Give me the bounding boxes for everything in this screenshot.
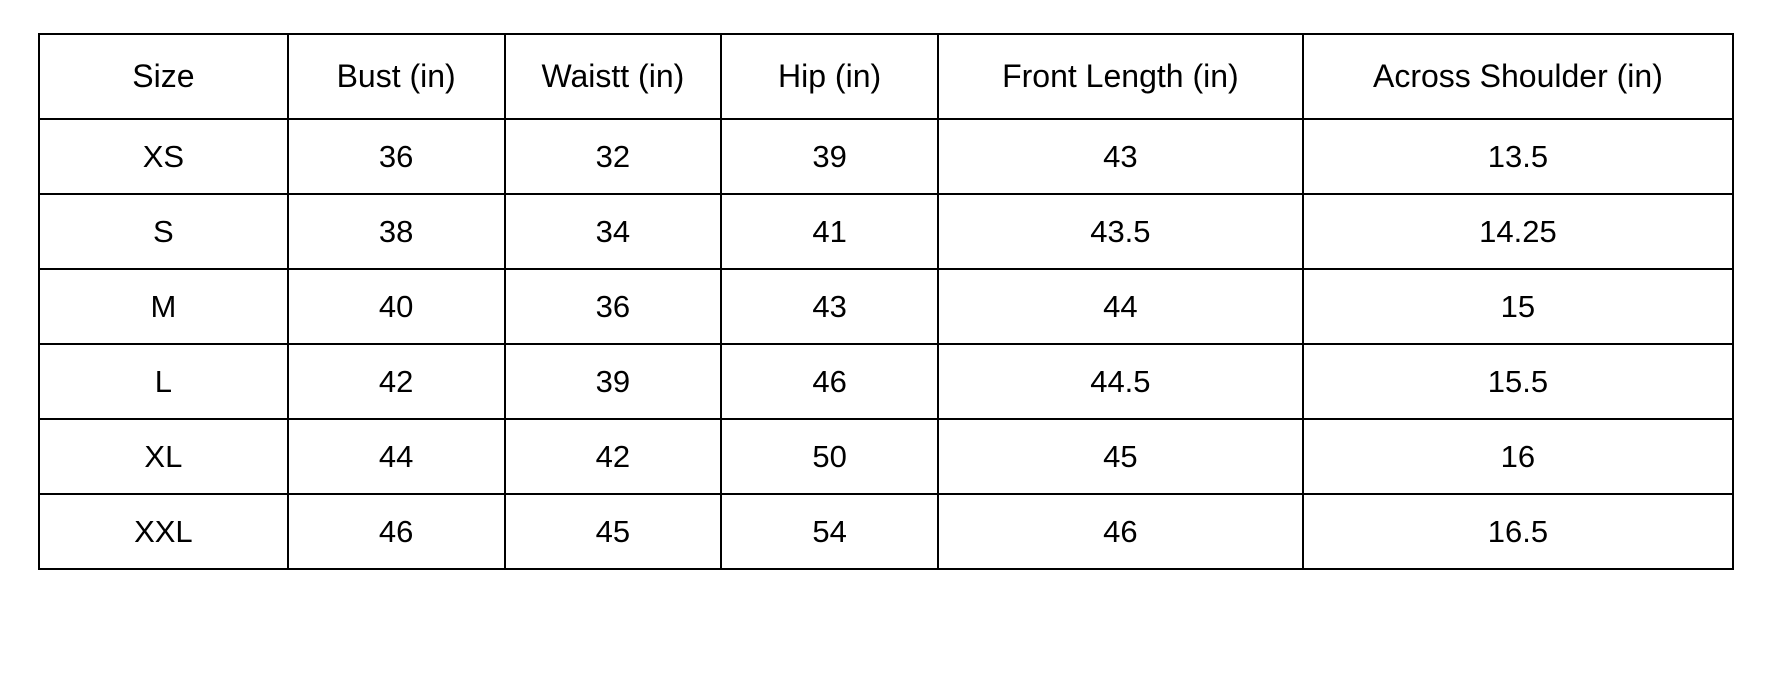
cell-waist: 42 — [505, 419, 722, 494]
cell-bust: 40 — [288, 269, 505, 344]
cell-hip: 54 — [721, 494, 938, 569]
cell-front-length: 45 — [938, 419, 1303, 494]
cell-front-length: 44.5 — [938, 344, 1303, 419]
column-header-front-length: Front Length (in) — [938, 34, 1303, 119]
table-header-row — [39, 34, 1733, 119]
column-header-across-shoulder: Across Shoulder (in) — [1303, 34, 1733, 119]
column-header-hip: Hip (in) — [721, 34, 938, 119]
cell-waist: 39 — [505, 344, 722, 419]
column-header-waist: Waistt (in) — [505, 34, 722, 119]
cell-size: L — [39, 344, 288, 419]
cell-across-shoulder: 16.5 — [1303, 494, 1733, 569]
cell-front-length: 43.5 — [938, 194, 1303, 269]
cell-waist: 32 — [505, 119, 722, 194]
cell-front-length: 43 — [938, 119, 1303, 194]
cell-size: XXL — [39, 494, 288, 569]
cell-front-length: 46 — [938, 494, 1303, 569]
cell-size: M — [39, 269, 288, 344]
cell-size: S — [39, 194, 288, 269]
cell-hip: 50 — [721, 419, 938, 494]
cell-front-length: 44 — [938, 269, 1303, 344]
cell-across-shoulder: 15.5 — [1303, 344, 1733, 419]
cell-size: XL — [39, 419, 288, 494]
size-chart-table — [38, 33, 1734, 570]
table-row — [39, 494, 1733, 569]
table-row — [39, 119, 1733, 194]
cell-bust: 36 — [288, 119, 505, 194]
cell-across-shoulder: 14.25 — [1303, 194, 1733, 269]
cell-hip: 41 — [721, 194, 938, 269]
cell-bust: 42 — [288, 344, 505, 419]
cell-hip: 39 — [721, 119, 938, 194]
column-header-size: Size — [39, 34, 288, 119]
cell-across-shoulder: 16 — [1303, 419, 1733, 494]
size-chart-wrapper — [38, 33, 1734, 570]
cell-across-shoulder: 15 — [1303, 269, 1733, 344]
cell-bust: 46 — [288, 494, 505, 569]
table-row — [39, 344, 1733, 419]
cell-hip: 43 — [721, 269, 938, 344]
table-row — [39, 269, 1733, 344]
cell-waist: 45 — [505, 494, 722, 569]
table-header — [39, 34, 1733, 119]
table-row — [39, 194, 1733, 269]
cell-hip: 46 — [721, 344, 938, 419]
cell-waist: 34 — [505, 194, 722, 269]
cell-size: XS — [39, 119, 288, 194]
table-row — [39, 419, 1733, 494]
cell-waist: 36 — [505, 269, 722, 344]
cell-bust: 44 — [288, 419, 505, 494]
column-header-bust: Bust (in) — [288, 34, 505, 119]
table-body — [39, 119, 1733, 569]
cell-across-shoulder: 13.5 — [1303, 119, 1733, 194]
cell-bust: 38 — [288, 194, 505, 269]
